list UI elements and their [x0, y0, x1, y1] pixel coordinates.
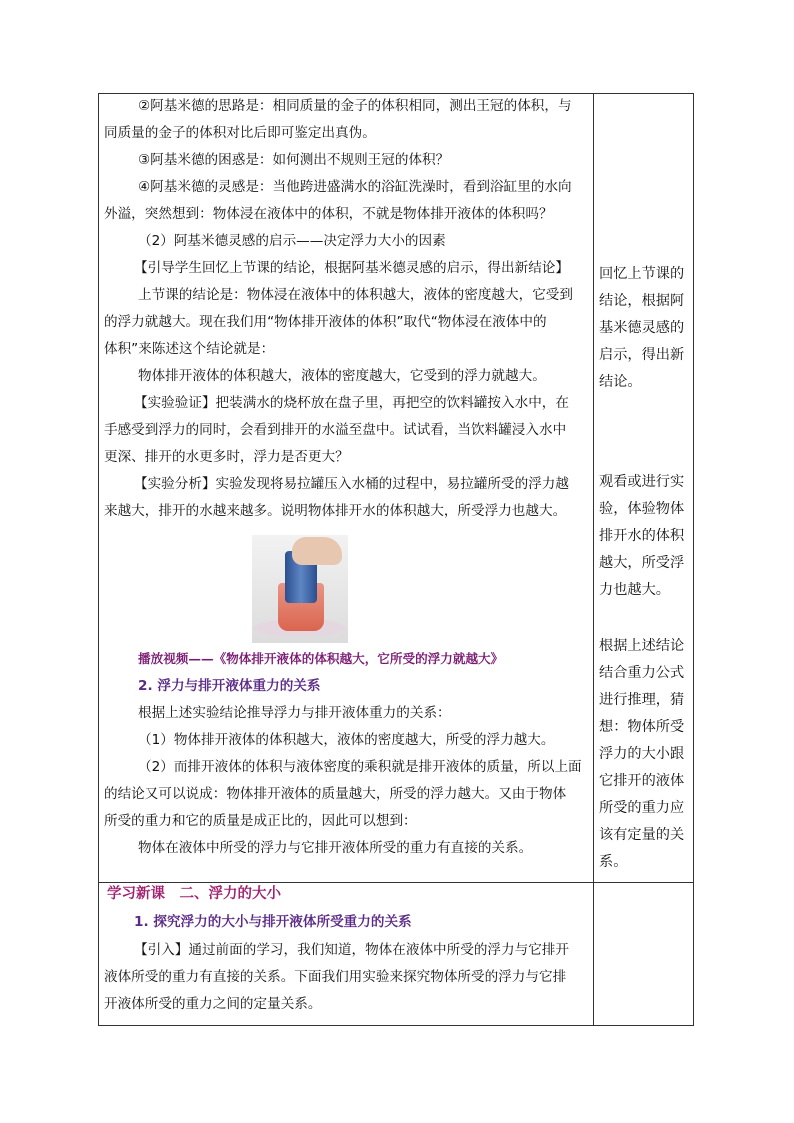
- video-line: 播放视频——《物体排开液体的体积越大，它所受的浮力就越大》: [138, 651, 504, 666]
- side-line: 验，体验物体: [599, 501, 685, 517]
- text-line: 液体所受的重力有直接的关系。下面我们用实验来探究物体所受的浮力与它排: [104, 969, 567, 985]
- text-line: 上节课的结论是：物体浸在液体中的体积越大，液体的密度越大，它受到: [138, 287, 573, 303]
- subheading-1: 1. 探究浮力的大小与排开液体所受重力的关系: [134, 914, 412, 930]
- text-line: 【引导学生回忆上节课的结论，根据阿基米德灵感的启示，得出新结论】: [134, 260, 569, 276]
- text-line: ③阿基米德的困惑是：如何测出不规则王冠的体积？: [138, 152, 450, 168]
- side-line: 回忆上节课的: [599, 266, 685, 282]
- text-line: 外溢，突然想到：物体浸在液体中的体积，不就是物体排开液体的体积吗？: [104, 206, 553, 222]
- side-line: 启示，得出新: [599, 347, 685, 363]
- side-line: 根据上述结论: [599, 638, 685, 654]
- section-title: 学习新课 二、浮力的大小: [107, 886, 281, 902]
- text-line: （2）阿基米德灵感的启示——决定浮力大小的因素: [138, 233, 446, 249]
- side-line: 所受的重力应: [599, 800, 685, 816]
- text-line: 所受的重力和它的质量是成正比的，因此可以想到：: [104, 813, 417, 829]
- side-line: 结论。: [599, 374, 642, 390]
- text-line: 开液体所受的重力之间的定量关系。: [104, 996, 322, 1012]
- side-line: 观看或进行实: [599, 474, 685, 490]
- row-divider: [99, 882, 693, 883]
- lesson-table: [98, 93, 694, 1026]
- text-line: 【实验分析】实验发现将易拉罐压入水桶的过程中，易拉罐所受的浮力越: [134, 476, 569, 492]
- text-line: 同质量的金子的体积对比后即可鉴定出真伪。: [104, 125, 376, 141]
- side-line: 结论，根据阿: [599, 293, 685, 309]
- text-line: 来越大，排开的水越来越多。说明物体排开水的体积越大，所受浮力也越大。: [104, 503, 567, 519]
- experiment-photo: [252, 535, 348, 643]
- text-line: 的结论又可以说成：物体排开液体的质量越大，所受的浮力越大。又由于物体: [104, 786, 567, 802]
- side-line: 想：物体所受: [599, 719, 685, 735]
- text-line: （1）物体排开液体的体积越大，液体的密度越大，所受的浮力越大。: [138, 732, 555, 748]
- side-line: 进行推理，猜: [599, 692, 685, 708]
- text-line: 手感受到浮力的同时，会看到排开的水溢至盘中。试试看，当饮料罐浸入水中: [104, 422, 567, 438]
- side-line: 力也越大。: [599, 582, 670, 598]
- side-line: 浮力的大小跟: [599, 746, 685, 762]
- side-line: 系。: [599, 854, 628, 870]
- text-line: 根据上述实验结论推导浮力与排开液体重力的关系：: [138, 705, 451, 721]
- side-line: 该有定量的关: [599, 827, 685, 843]
- side-line: 它排开的液体: [599, 773, 685, 789]
- side-line: 结合重力公式: [599, 665, 685, 681]
- side-line: 越大，所受浮: [599, 555, 685, 571]
- text-line: 体积”来陈述这个结论就是：: [104, 341, 275, 357]
- text-line: （2）而排开液体的体积与液体密度的乘积就是排开液体的质量，所以上面: [138, 759, 582, 775]
- text-line: 物体在液体中所受的浮力与它排开液体所受的重力有直接的关系。: [138, 840, 533, 856]
- text-line: 的浮力就越大。现在我们用“物体排开液体的体积”取代“物体浸在液体中的: [104, 314, 547, 330]
- text-line: ④阿基米德的灵感是：当他跨进盛满水的浴缸洗澡时，看到浴缸里的水向: [138, 179, 572, 195]
- hand: [292, 537, 342, 565]
- side-line: 基米德灵感的: [599, 320, 685, 336]
- text-line: 物体排开液体的体积越大，液体的密度越大，它受到的浮力就越大。: [138, 368, 546, 384]
- side-line: 排开水的体积: [599, 528, 685, 544]
- subheading-2: 2. 浮力与排开液体重力的关系: [138, 678, 321, 694]
- text-line: 更深、排开的水更多时，浮力是否更大？: [104, 449, 349, 465]
- column-divider: [593, 94, 594, 1025]
- text-line: 【实验验证】把装满水的烧杯放在盘子里，再把空的饮料罐按入水中，在: [134, 395, 569, 411]
- text-line: ②阿基米德的思路是：相同质量的金子的体积相同，测出王冠的体积，与: [138, 98, 572, 114]
- text-line: 【引入】通过前面的学习，我们知道，物体在液体中所受的浮力与它排开: [134, 942, 569, 958]
